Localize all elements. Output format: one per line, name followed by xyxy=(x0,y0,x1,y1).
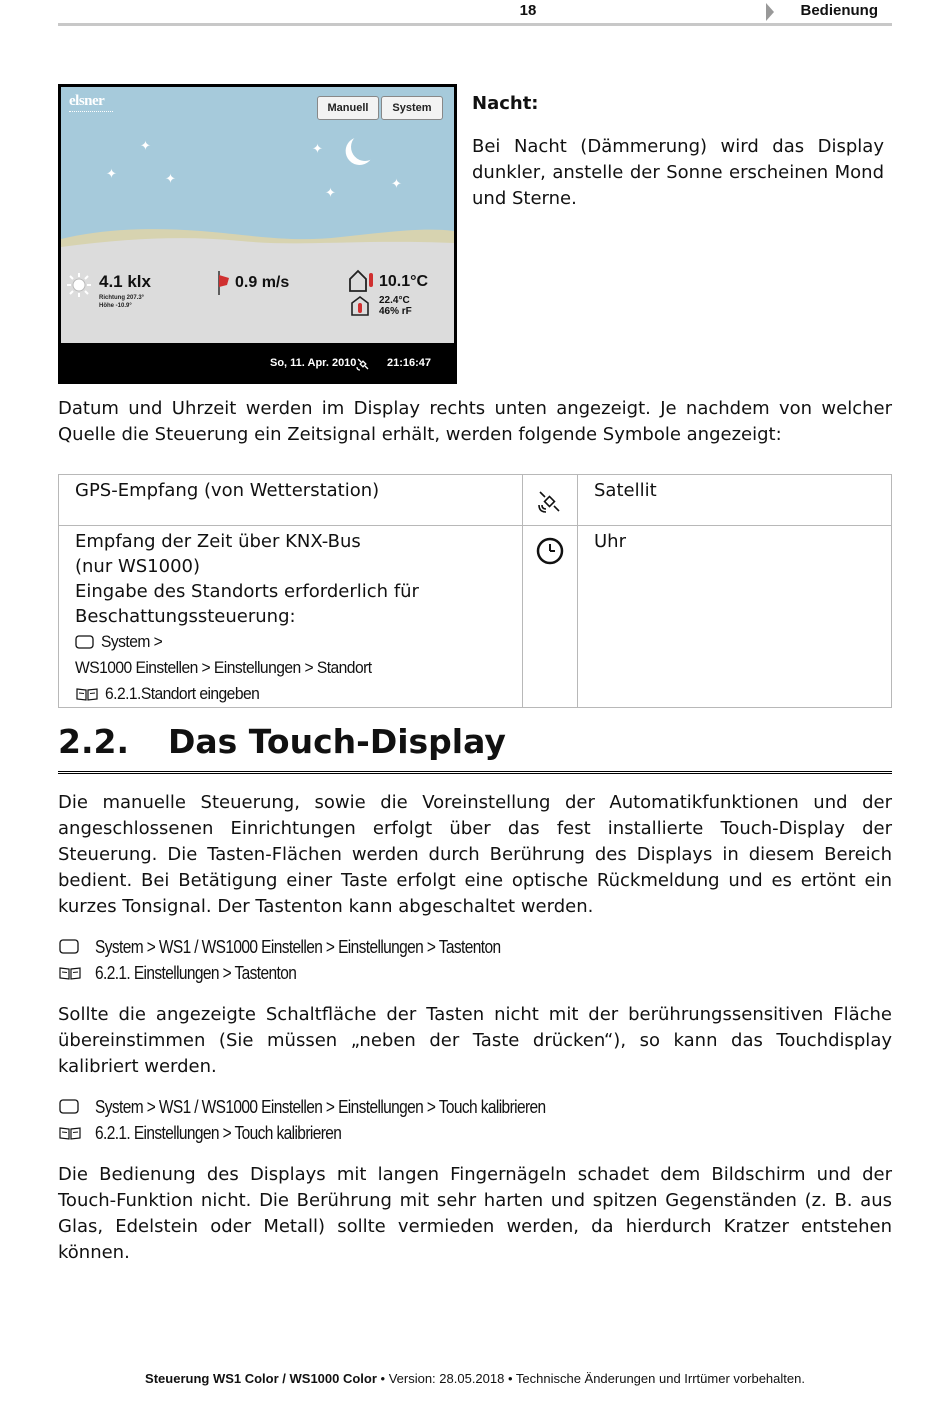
outdoor-temp-value: 10.1°C xyxy=(379,273,429,290)
display-time: 21:16:47 xyxy=(387,357,432,369)
menu-reference xyxy=(58,935,892,959)
manual-ref: 6.2.1.Standort eingeben xyxy=(104,684,260,703)
menu-path-1: System > xyxy=(100,632,162,651)
book-icon xyxy=(75,686,99,702)
satellite-icon xyxy=(356,357,370,371)
symbol-table xyxy=(58,474,892,708)
section-arrow-icon xyxy=(766,3,774,21)
elsner-logo: elsner xyxy=(69,93,105,109)
table-row xyxy=(59,526,892,708)
nacht-title: Nacht: xyxy=(472,93,539,114)
manual-reference-text: 6.2.1. Einstellungen > Touch kalibrieren xyxy=(95,1123,342,1143)
star-icon: ✦ xyxy=(325,186,336,201)
indoor-temp-icon xyxy=(350,295,370,317)
wind-value: 0.9 m/s xyxy=(235,274,290,291)
screen-icon xyxy=(75,634,95,650)
manual-reference-text: 6.2.1. Einstellungen > Tastenton xyxy=(95,963,297,983)
section-heading xyxy=(58,720,892,774)
height-value: Höhe -10.9° xyxy=(99,303,132,309)
display-screenshot xyxy=(58,84,457,384)
indoor-temp-value: 22.4°C xyxy=(379,295,410,306)
table-cell-name: Satellit xyxy=(578,475,892,526)
house-temp-icon xyxy=(348,269,376,293)
clock-icon xyxy=(535,536,565,566)
section-title: Das Touch-Display xyxy=(168,722,506,761)
star-icon: ✦ xyxy=(165,172,176,187)
sun-icon xyxy=(67,273,91,297)
table-cell-name: Uhr xyxy=(578,526,892,708)
brightness-value: 4.1 klx xyxy=(99,272,151,291)
section-number: 2.2. xyxy=(58,722,129,761)
footer-version: • Version: 28.05.2018 • Technische Änderungen und Irrtümer vorbehalten. xyxy=(376,1371,805,1386)
row-description: (nur WS1000) xyxy=(75,556,201,577)
star-icon: ✦ xyxy=(312,142,323,157)
table-row xyxy=(59,475,892,526)
section-name: Bedienung xyxy=(800,2,878,19)
display-date: So, 11. Apr. 2010 xyxy=(270,357,357,369)
table-cell-description xyxy=(59,475,523,526)
star-icon: ✦ xyxy=(106,167,117,182)
screen-icon xyxy=(59,1099,81,1115)
book-icon xyxy=(58,1125,82,1141)
nacht-text: Bei Nacht (Dämmerung) wird das Display dunkler, anstelle der Sonne erscheinen Mond und Sterne. xyxy=(472,136,884,209)
paragraph-fingernails: Die Bedienung des Displays mit langen Fingernägeln schadet dem Bildschirm und der Touch-Funktion nicht. Die Berührung mit sehr harten und spitzen Gegenständen (z. B. aus Glas, Edelstein oder Metall) sollte vermieden werden, da hierdurch Kratzer entstehen können. xyxy=(58,1164,892,1263)
screen-icon xyxy=(59,939,81,955)
display-sky xyxy=(61,87,454,343)
row-description: Empfang der Zeit über KNX-Bus xyxy=(75,531,361,552)
menu-path-line xyxy=(75,629,512,655)
row-description: GPS-Empfang (von Wetterstation) xyxy=(75,480,380,501)
system-button[interactable]: System xyxy=(381,96,443,120)
intro-paragraph: Datum und Uhrzeit werden im Display rechts unten angezeigt. Je nachdem von welcher Quelle die Steuerung ein Zeitsignal erhält, werden folgende Symbole angezeigt: xyxy=(58,398,892,445)
manual-reference xyxy=(58,1121,892,1145)
page-footer xyxy=(0,1371,950,1386)
page-number: 18 xyxy=(519,2,537,19)
book-icon xyxy=(58,965,82,981)
menu-reference xyxy=(58,1095,892,1119)
direction-value: Richtung 207.3° xyxy=(99,295,145,301)
menu-path-line xyxy=(75,655,512,681)
table-cell-description xyxy=(59,526,523,708)
page-header xyxy=(58,0,892,26)
display-statusbar xyxy=(58,346,457,384)
menu-reference-text: System > WS1 / WS1000 Einstellen > Einstellungen > Tastenton xyxy=(95,937,501,957)
table-cell-icon xyxy=(523,526,578,708)
row-description: Eingabe des Standorts erforderlich für Beschattungssteuerung: xyxy=(75,581,419,627)
moon-icon xyxy=(349,131,381,163)
paragraph-touch-display: Die manuelle Steuerung, sowie die Voreinstellung der Automatikfunktionen und der angeschlossenen Einrichtungen erfolgt über das fest installierte Touch-Display der Steuerung. Die Tasten-Flächen werden durch Berührung des Displays in diesem Bereich bedient. Bei Betätigung einer Taste erfolgt eine optische Rückmeldung und es ertönt ein kurzes Tonsignal. Der Tastenton kann abgeschaltet werden. xyxy=(58,792,892,917)
footer-product: Steuerung WS1 Color / WS1000 Color xyxy=(145,1371,377,1386)
menu-path-2: WS1000 Einstellen > Einstellungen > Standort xyxy=(75,658,372,677)
manuell-button[interactable]: Manuell xyxy=(317,96,379,120)
satellite-icon xyxy=(537,489,563,515)
sensor-panel xyxy=(61,247,454,343)
manual-reference xyxy=(58,961,892,985)
windsock-icon xyxy=(215,271,231,295)
logo-underline xyxy=(69,111,113,113)
table-cell-icon xyxy=(523,475,578,526)
paragraph-calibration: Sollte die angezeigte Schaltfläche der Tasten nicht mit der berührungssensitiven Fläche übereinstimmen (Sie müssen „neben der Taste drücken“), so kann das Touchdisplay kalibriert werden. xyxy=(58,1004,892,1077)
menu-reference-text: System > WS1 / WS1000 Einstellen > Einstellungen > Touch kalibrieren xyxy=(95,1097,546,1117)
star-icon: ✦ xyxy=(140,139,151,154)
humidity-value: 46% rF xyxy=(379,306,412,317)
star-icon: ✦ xyxy=(391,177,402,192)
manual-ref-line xyxy=(75,681,512,707)
